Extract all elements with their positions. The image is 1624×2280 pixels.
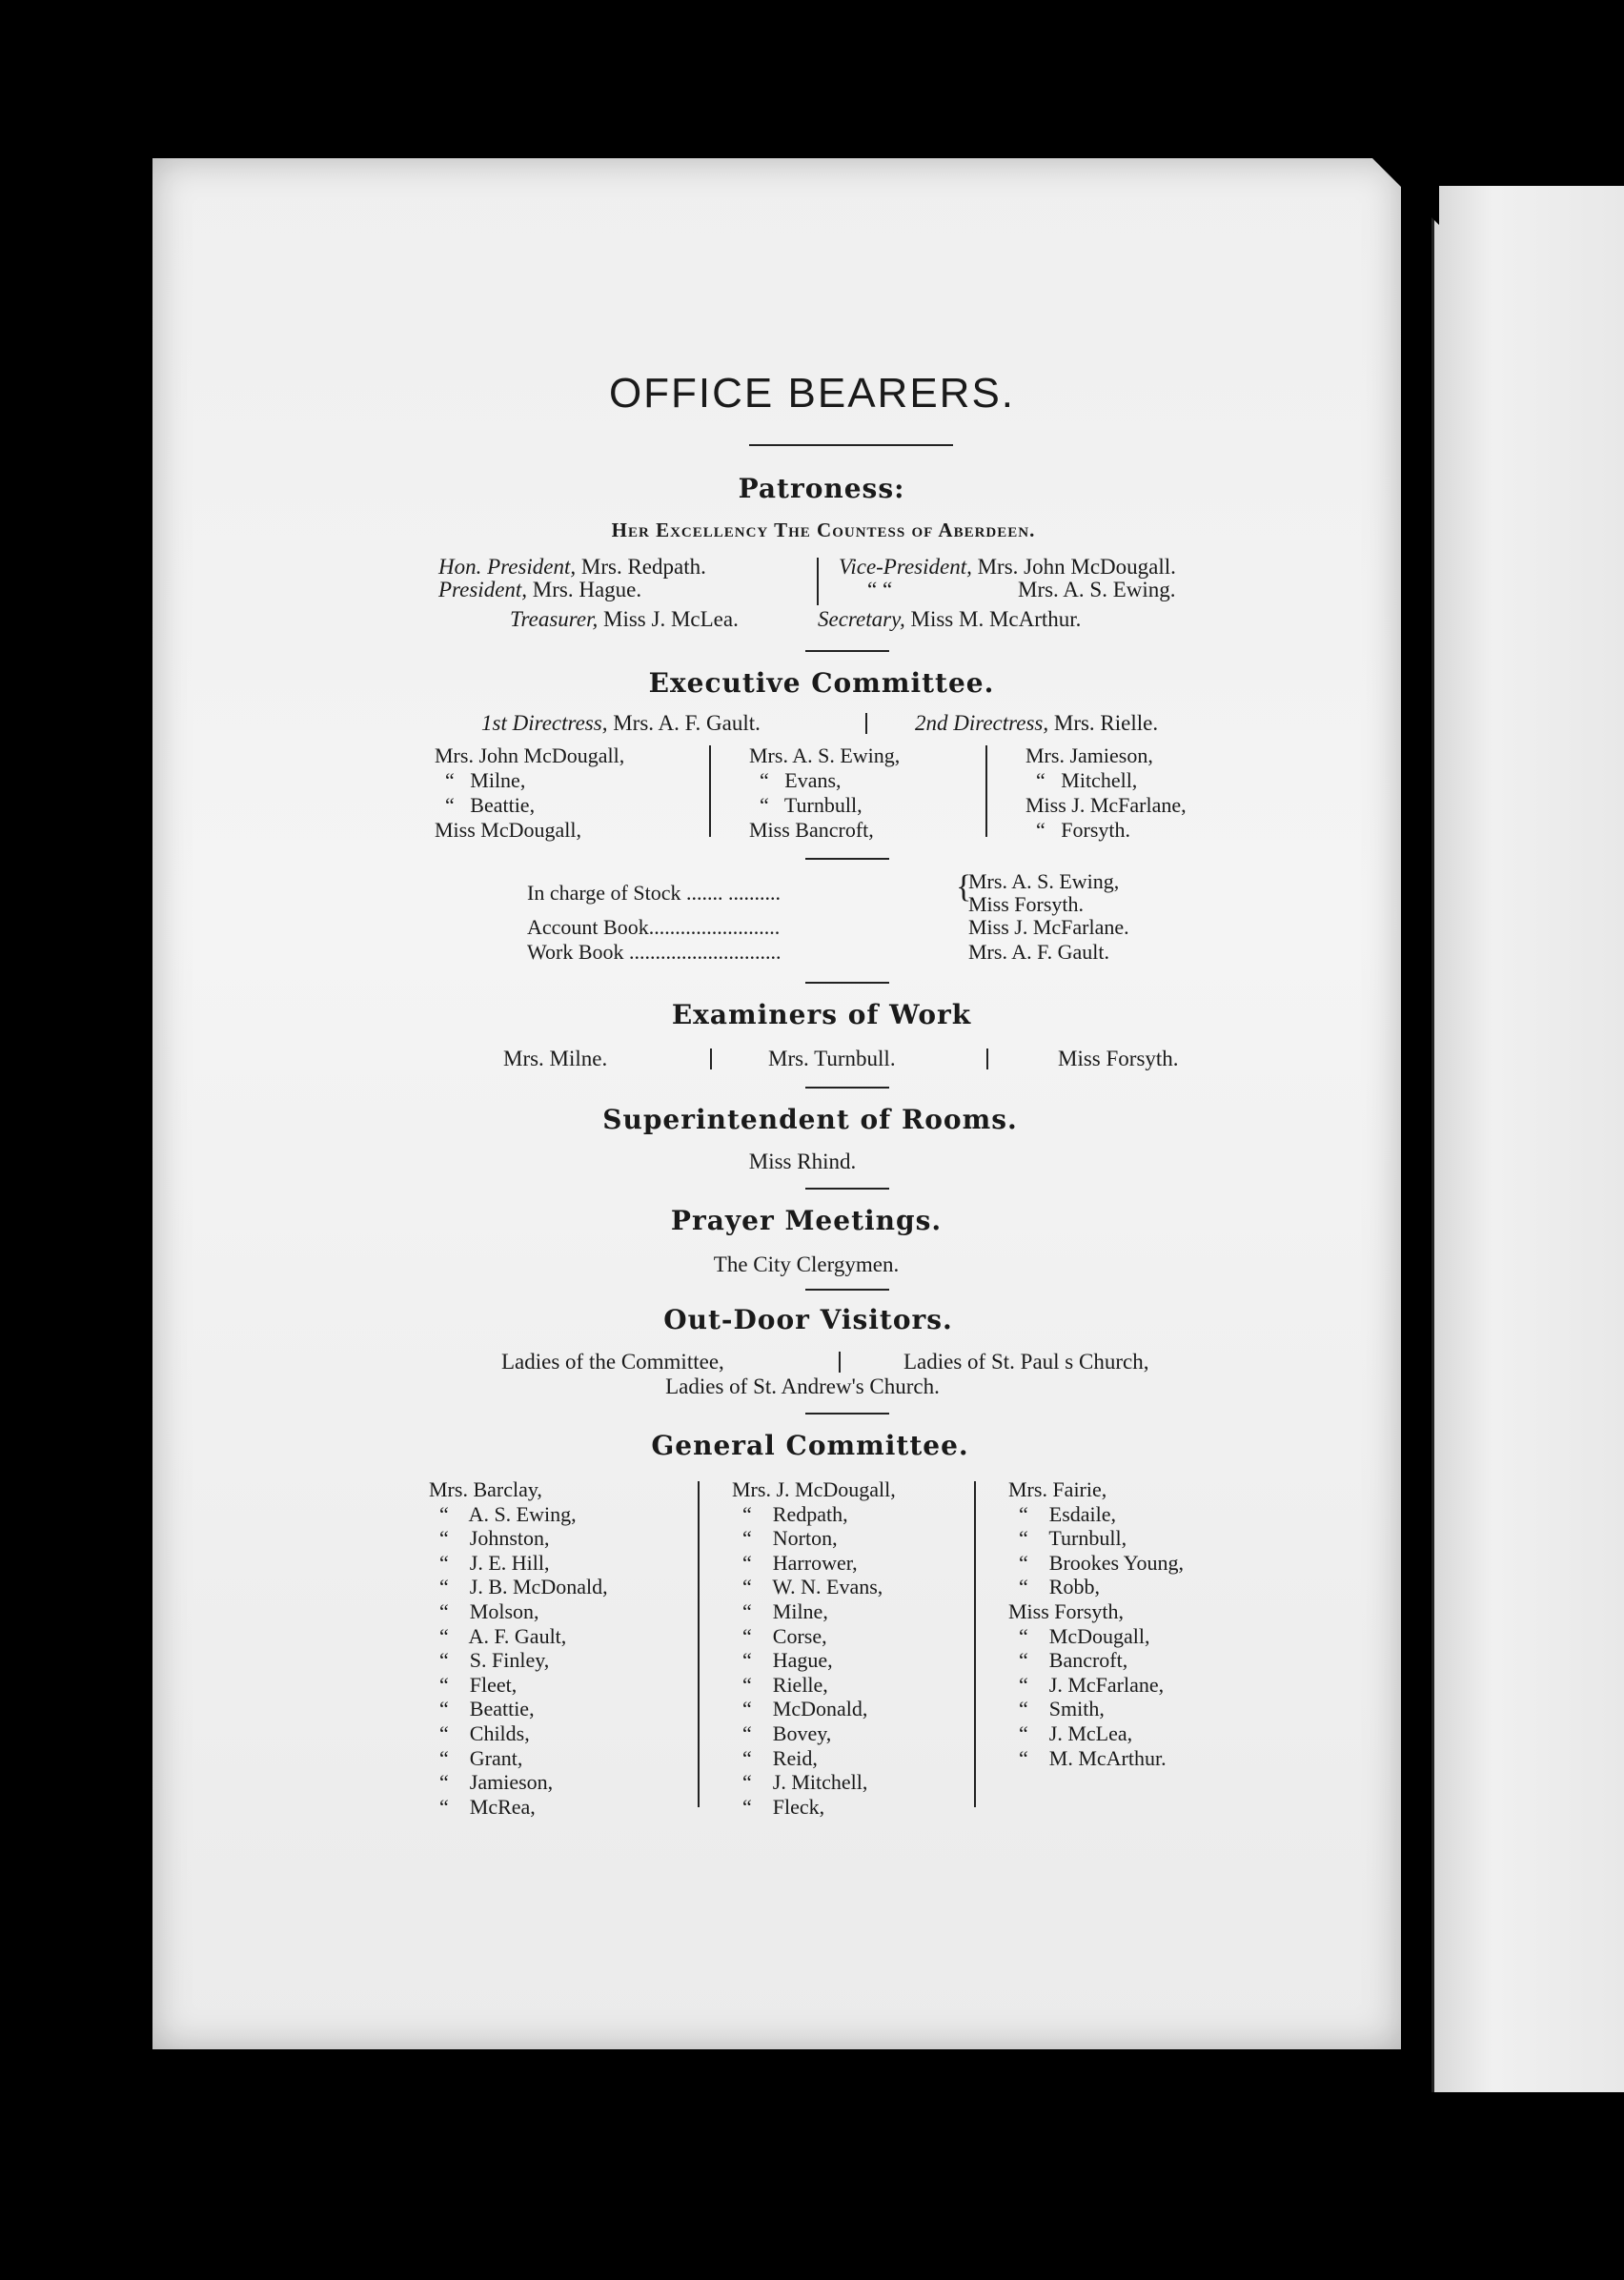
prayer-heading: Prayer Meetings. [670,1205,943,1236]
column-divider [817,558,819,605]
first-directress: 1st Directress, Mrs. A. F. Gault. [481,711,761,735]
column-divider [865,713,867,734]
outdoor-heading: Out-Door Visitors. [663,1304,953,1335]
examiner-name: Mrs. Turnbull. [768,1047,896,1070]
hon-president-line: Hon. President, Mrs. Redpath. [438,555,706,579]
outdoor-line: Ladies of St. Andrew's Church. [665,1374,940,1398]
page-title: OFFICE BEARERS. [608,370,1016,417]
superintendent-name: Miss Rhind. [748,1150,857,1173]
work-person: Mrs. A. F. Gault. [968,940,1109,964]
column-divider [986,1048,988,1069]
column-divider [710,1048,712,1069]
vice-president-ditto: “ “ [867,578,893,601]
executive-column-1: Mrs. John McDougall, “ Milne, “ Beattie, Miss McDougall, [435,743,625,842]
executive-column-3: Mrs. Jamieson, “ Mitchell, Miss J. McFarlane, “ Forsyth. [1025,743,1187,842]
column-divider [839,1352,841,1373]
second-directress: 2nd Directress, Mrs. Rielle. [915,711,1159,735]
executive-column-2: Mrs. A. S. Ewing, “ Evans, “ Turnbull, Miss Bancroft, [749,743,901,842]
general-column-2: Mrs. J. McDougall, “ Redpath, “ Norton, “ Harrower, “ W. N. Evans, “ Milne, “ Corse, “ Hague, “ Rielle, “ McDonald, “ Bovey, “ Reid, “ J. Mitchell, “ Fleck, [732,1477,896,1819]
divider [805,858,889,860]
divider [749,444,953,446]
adjacent-page [1431,186,1624,2092]
president-line: President, Mrs. Hague. [438,578,642,601]
divider [805,1289,889,1291]
divider [805,1188,889,1190]
examiner-name: Mrs. Milne. [503,1047,608,1070]
work-label: Work Book ............................. [527,940,782,964]
column-divider [698,1481,700,1807]
general-heading: General Committee. [651,1430,969,1461]
column-divider [709,745,711,837]
stock-label: In charge of Stock ....... .......... [527,881,781,905]
brace: { [956,869,972,905]
divider [805,1087,889,1089]
page-corner [1372,158,1439,225]
divider [805,1413,889,1415]
divider [805,982,889,984]
prayer-name: The City Clergymen. [713,1252,900,1276]
general-column-3: Mrs. Fairie, “ Esdaile, “ Turnbull, “ Brookes Young, “ Robb, Miss Forsyth, “ McDougall, “ Bancroft, “ J. McFarlane, “ Smith, “ J. McLea, “ M. McArthur. [1008,1477,1184,1770]
stock-person-2: Miss Forsyth. [968,892,1085,916]
vice-president-line: Vice-President, Mrs. John McDougall. [839,555,1176,579]
vice-president-2: Mrs. A. S. Ewing. [1018,578,1176,601]
executive-heading: Executive Committee. [648,667,995,699]
outdoor-line: Ladies of the Committee, [501,1350,724,1374]
treasurer-line: Treasurer, Miss J. McLea. [510,607,739,631]
superintendent-heading: Superintendent of Rooms. [602,1104,1018,1135]
account-person: Miss J. McFarlane. [968,915,1129,939]
divider [805,650,889,652]
patroness-name: Her Excellency The Countess of Aberdeen. [611,519,1036,541]
stock-person-1: Mrs. A. S. Ewing, [968,869,1120,893]
general-column-1: Mrs. Barclay, “ A. S. Ewing, “ Johnston, “ J. E. Hill, “ J. B. McDonald, “ Molson, “ A. F. Gault, “ S. Finley, “ Fleet, “ Beattie, “ Childs, “ Grant, “ Jamieson, “ McRea, [429,1477,608,1819]
account-label: Account Book......................... [527,915,781,939]
examiners-heading: Examiners of Work [671,999,972,1030]
examiner-name: Miss Forsyth. [1058,1047,1179,1070]
outdoor-line: Ladies of St. Paul s Church, [903,1350,1149,1374]
column-divider [985,745,987,837]
column-divider [974,1481,976,1807]
patroness-heading: Patroness: [738,473,905,504]
secretary-line: Secretary, Miss M. McArthur. [818,607,1082,631]
